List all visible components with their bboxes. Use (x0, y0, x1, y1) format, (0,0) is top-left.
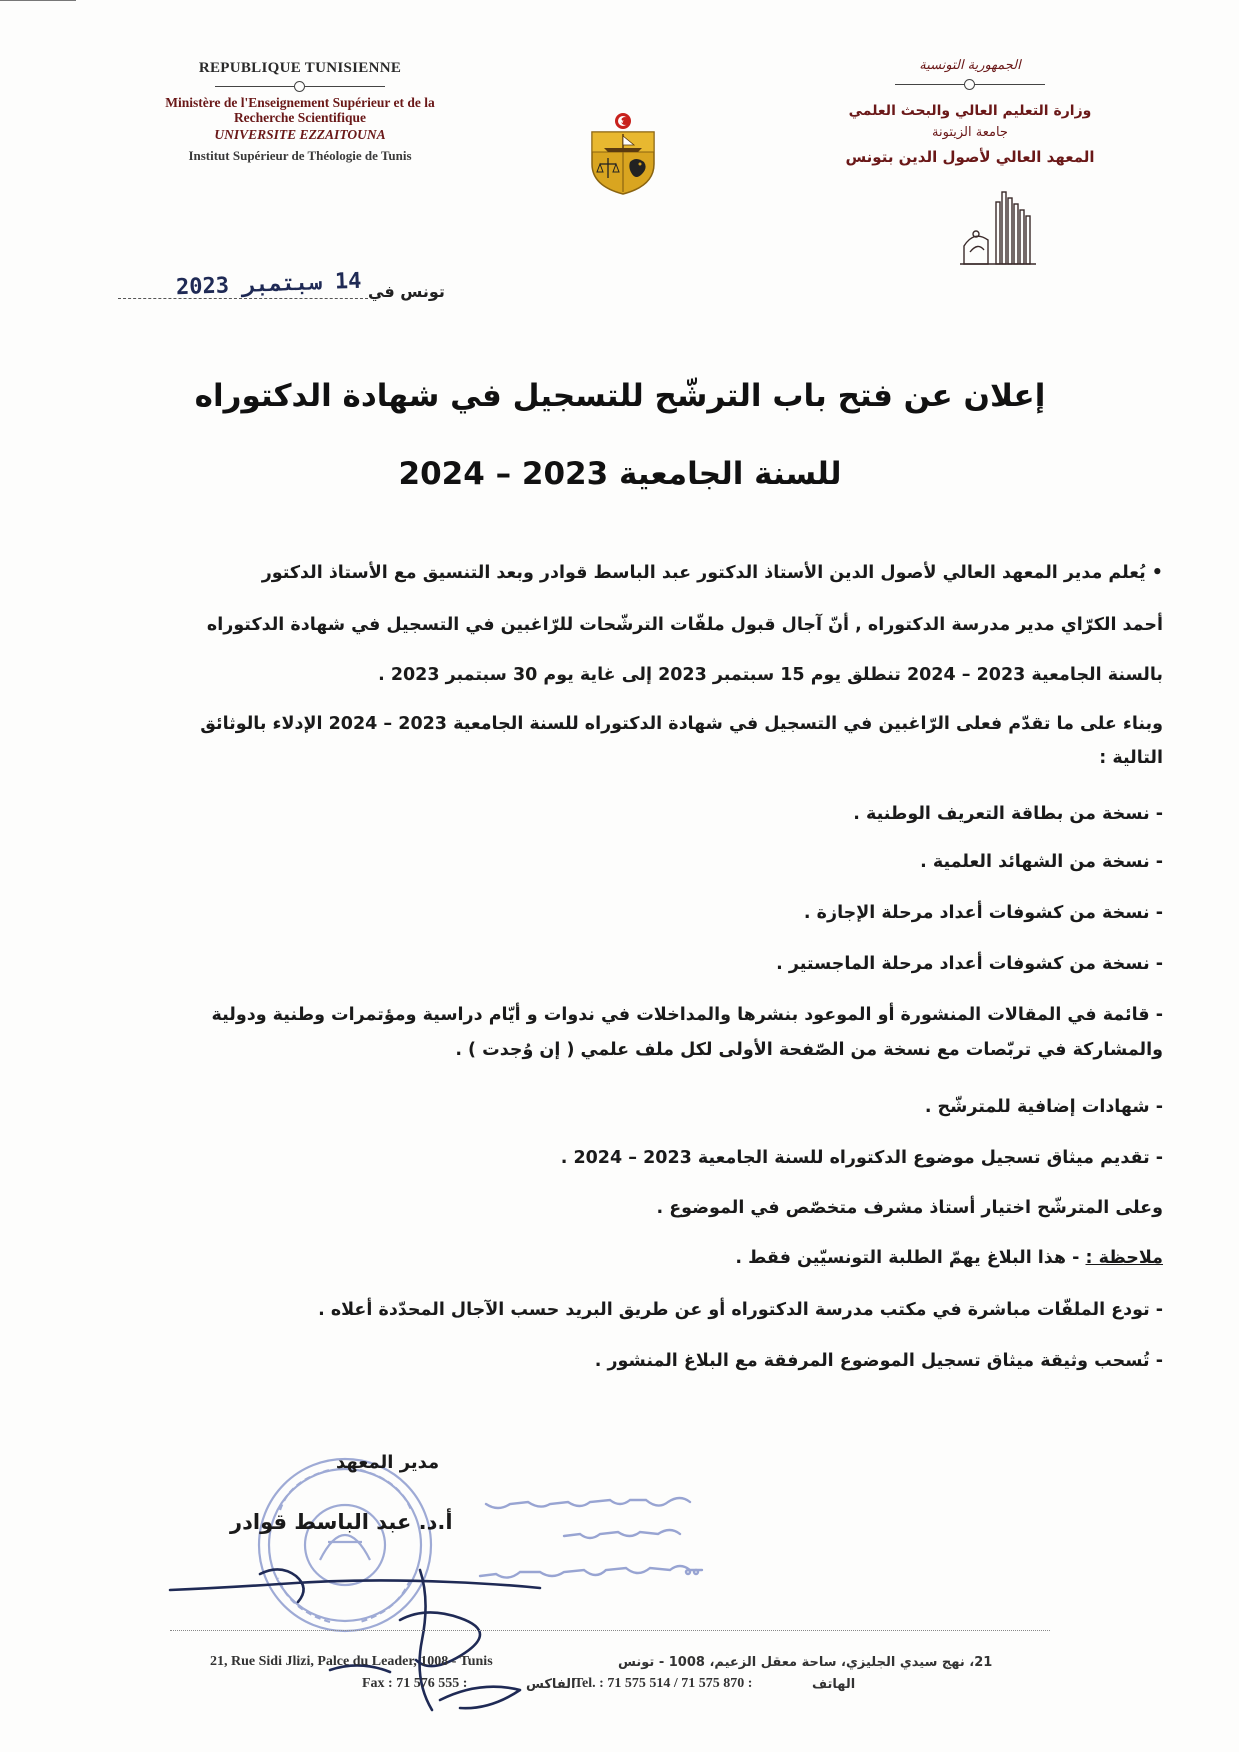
para1-line2: أحمد الكرّاي مدير مدرسة الدكتوراه , أنّ آجال قبول ملفّات الترشّحات للرّاغبين في التسجيل في شهادة الدكتوراه (206, 615, 1163, 635)
para2-line1: وبناء على ما تقدّم فعلى الرّاغبين في التسجيل في شهادة الدكتوراه للسنة الجامعية 2023 – 2024 الإدلاء بالوثائق (200, 714, 1163, 734)
doc-item-thesis-charter: - تقديم ميثاق تسجيل موضوع الدكتوراه للسنة الجامعية 2023 – 2024 . (560, 1148, 1163, 1168)
header-french (100, 60, 500, 164)
institute-logo-icon (958, 190, 1040, 268)
header-ornament-ar (895, 77, 1045, 91)
republic-ar: الجمهورية التونسية (919, 58, 1021, 73)
note-label: ملاحظة : (1085, 1248, 1163, 1268)
note-submission: - تودع الملفّات مباشرة في مكتب مدرسة الدكتوراه أو عن طريق البريد حسب الآجال المحدّدة أعلاه . (318, 1300, 1163, 1320)
institute-ar: المعهد العالي لأصول الدين بتونس (845, 148, 1095, 166)
footer-fax-ar: الفاكس (526, 1677, 576, 1692)
university-fr: UNIVERSITE EZZAITOUNA (214, 127, 386, 142)
republic-fr: REPUBLIQUE TUNISIENNE (198, 60, 402, 76)
doc-item-publications-line1: - قائمة في المقالات المنشورة أو الموعود بنشرها والمداخلات في ندوات و أيّام دراسية ومؤتمرات وطنية ودولية (211, 1005, 1163, 1025)
university-ar: جامعة الزيتونة (932, 125, 1008, 140)
footer-address-fr: 21, Rue Sidi Jlizi, Palce du Leader, 1008 - Tunis (210, 1654, 493, 1669)
doc-item-license-transcripts: - نسخة من كشوفات أعداد مرحلة الإجازة . (803, 903, 1163, 923)
handwritten-date: 14 سبتمبر 2023 (175, 268, 362, 301)
doc-item-extra-certificates: - شهادات إضافية للمترشّح . (924, 1097, 1163, 1117)
footer-tel-fr: Tel. : 71 575 514 / 71 575 870 : (574, 1676, 753, 1691)
para1-line1: • يُعلم مدير المعهد العالي لأصول الدين الأستاذ الدكتور عبد الباسط قوادر وبعد التنسيق مع الأستاذ الدكتور (261, 563, 1163, 583)
para2-line2: التالية : (1099, 748, 1163, 768)
doc-item-master-transcripts: - نسخة من كشوفات أعداد مرحلة الماجستير . (776, 954, 1163, 974)
ministry-fr-line1: Ministère de l'Enseignement Supérieur et de la (165, 95, 435, 110)
footer-divider (170, 1630, 1050, 1631)
footer-address-ar: 21، نهج سيدي الجليزي، ساحة معقل الزعيم، 1008 - تونس (618, 1655, 993, 1670)
announcement-title-year: للسنة الجامعية 2023 – 2024 (398, 456, 842, 492)
header-ornament (215, 79, 385, 93)
date-dotted-line (118, 298, 368, 299)
doc-item-publications-line2: والمشاركة في تربّصات مع نسخة من الصّفحة الأولى لكل ملف علمي ( إن وُجدت ) . (455, 1040, 1163, 1060)
institute-fr: Institut Supérieur de Théologie de Tunis (188, 148, 412, 163)
handwritten-signature (160, 1560, 620, 1740)
doc-item-id-card: - نسخة من بطاقة التعريف الوطنية . (853, 804, 1163, 824)
signature-title: مدير المعهد (336, 1452, 440, 1473)
date-line (118, 268, 448, 308)
ministry-fr-line2: Recherche Scientifique (233, 110, 367, 125)
footer-fax-fr: Fax : 71 576 555 : (362, 1676, 468, 1691)
date-label: تونس في (368, 282, 445, 301)
footer-tel-ar: الهاتف (812, 1677, 856, 1692)
announcement-title: إعلان عن فتح باب الترشّح للتسجيل في شهادة الدكتوراه (194, 378, 1046, 414)
scan-edge-mark (0, 0, 76, 1)
supervisor-note: وعلى المترشّح اختيار أستاذ مشرف متخصّص في الموضوع . (656, 1198, 1163, 1218)
header-arabic (790, 58, 1150, 166)
note-charter-document: - تُسحب وثيقة ميثاق تسجيل الموضوع المرفقة مع البلاغ المنشور . (594, 1351, 1163, 1371)
doc-item-diplomas: - نسخة من الشهائد العلمية . (920, 852, 1163, 872)
ministry-ar: وزارة التعليم العالي والبحث العلمي (848, 103, 1092, 119)
signature-name: أ.د. عبد الباسط قوادر (230, 1510, 453, 1534)
tunisia-coat-of-arms-icon (586, 112, 660, 196)
note-text: - هذا البلاغ يهمّ الطلبة التونسيّين فقط . (735, 1248, 1086, 1268)
para1-line3: بالسنة الجامعية 2023 – 2024 تنطلق يوم 15 سبتمبر 2023 إلى غاية يوم 30 سبتمبر 2023 . (378, 665, 1163, 685)
note-line (118, 1248, 1163, 1268)
